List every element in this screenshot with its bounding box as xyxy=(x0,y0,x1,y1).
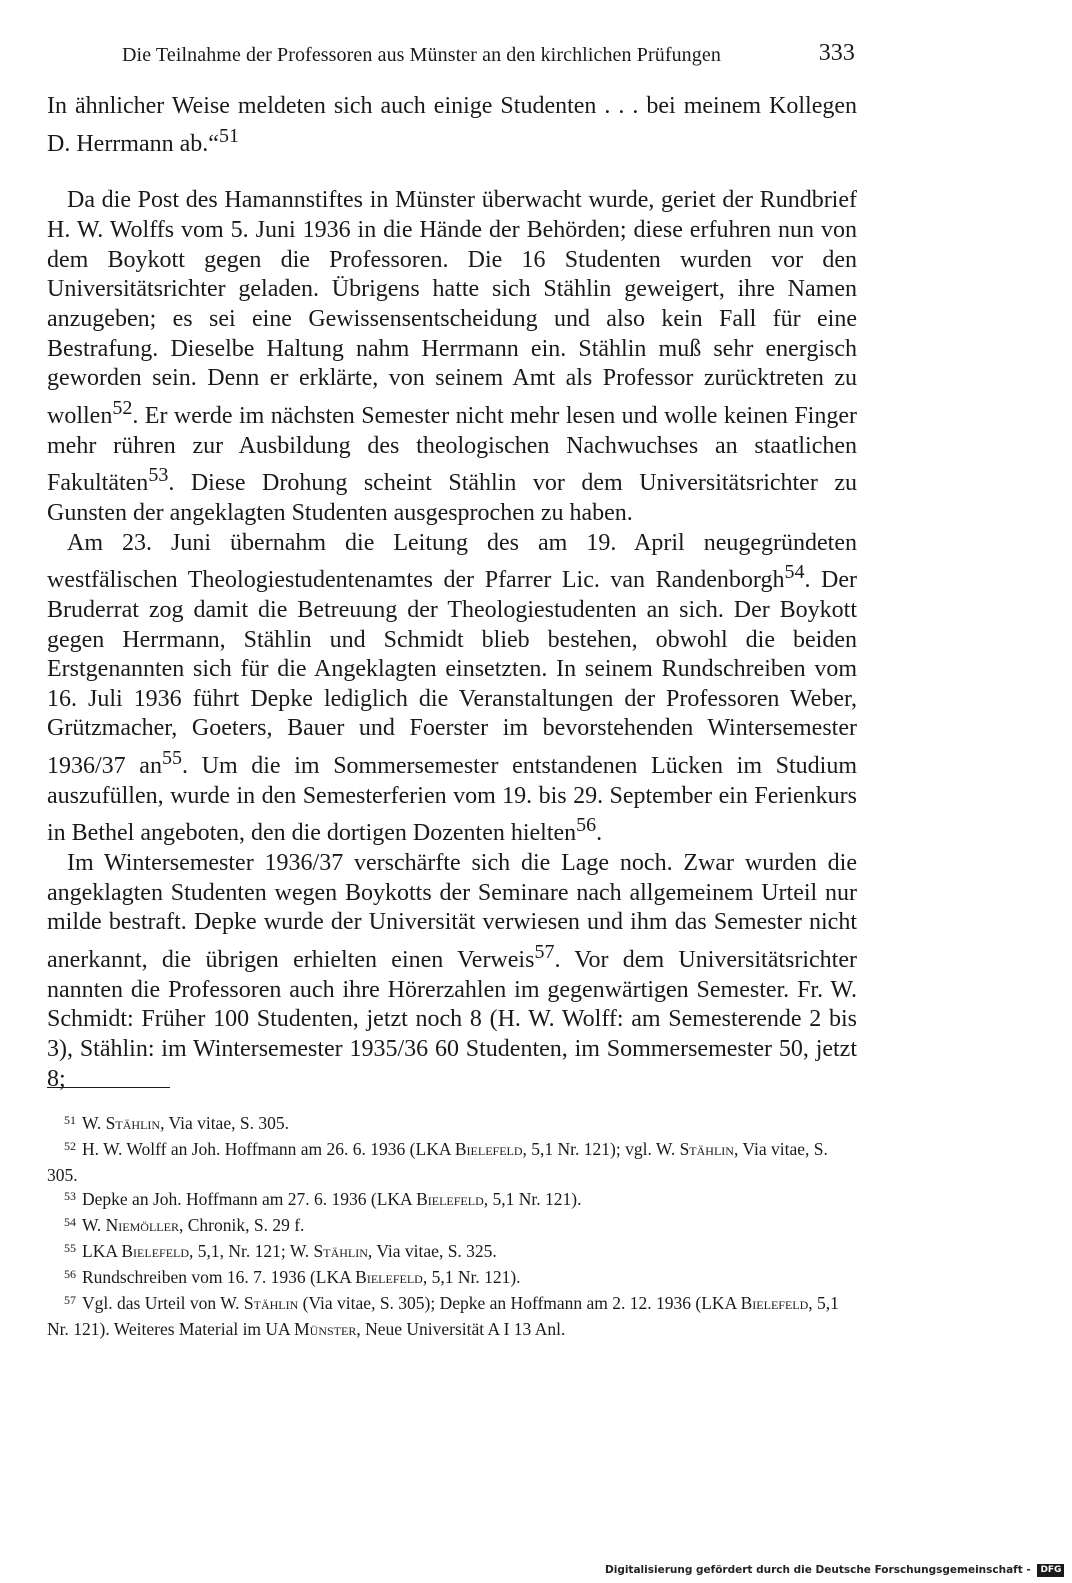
footnote-name: Stählin xyxy=(679,1139,734,1159)
footnote-57 xyxy=(47,1291,857,1341)
note-ref-54: 54 xyxy=(784,561,805,584)
note-ref-52: 52 xyxy=(112,396,133,419)
paragraph-3-seg1: Am 23. Juni übernahm die Leitung des am 19. April neugegründeten westfälischen Theologiestudentenamtes der Pfarrer Lic. van Randenborgh xyxy=(47,529,857,594)
footnote-51 xyxy=(47,1111,857,1137)
footnote-text: , Via vitae, S. 305. xyxy=(160,1113,289,1133)
footnote-text: , Via vitae, S. 325. xyxy=(367,1241,497,1261)
footnote-name: Stählin xyxy=(313,1241,368,1261)
footnote-text: , 5,1 Nr. 121); vgl. W. xyxy=(522,1139,680,1159)
footnote-text: Depke an Joh. Hoffmann am 27. 6. 1936 (LKA xyxy=(82,1189,417,1209)
footnote-name: Niemöller xyxy=(105,1215,179,1235)
note-ref-56: 56 xyxy=(576,814,597,837)
footnote-text: (Via vitae, S. 305); Depke an Hoffmann am 2. 12. 1936 (LKA xyxy=(298,1293,741,1313)
footnote-text: W. xyxy=(82,1215,106,1235)
footnote-text: , 5,1 Nr. 121). xyxy=(422,1267,521,1287)
footnote-text: , Chronik, S. 29 f. xyxy=(178,1215,305,1235)
footnote-text: , 5,1, Nr. 121; W. xyxy=(189,1241,314,1261)
paragraph-2-seg3: . Diese Drohung scheint Stählin vor dem Universitätsrichter zu Gunsten der angeklagten Studenten ausgesprochen zu haben. xyxy=(47,470,857,526)
footnote-number: 54 xyxy=(64,1215,76,1229)
main-text xyxy=(47,92,857,1094)
footnote-text: H. W. Wolff an Joh. Hoffmann am 26. 6. 1936 (LKA xyxy=(82,1139,455,1159)
note-ref-57: 57 xyxy=(534,941,555,964)
footnote-text: LKA xyxy=(82,1241,122,1261)
footnote-rule xyxy=(47,1087,170,1088)
paragraph-4 xyxy=(47,849,857,1094)
running-header xyxy=(122,40,855,72)
paragraph-3-seg3: . Um die im Sommersemester entstandenen Lücken im Studium auszufüllen, wurde in den Semesterferien vom 19. bis 29. September ein Ferienkurs in Bethel angeboten, den die dortigen Dozenten hielten xyxy=(47,753,857,847)
footnote-name: Bielefeld xyxy=(454,1139,523,1159)
footnote-name: Münster xyxy=(294,1319,357,1339)
paragraph-4-seg2: . Vor dem Universitätsrichter nannten die Professoren auch ihre Hörerzahlen im gegenwärtigen Semester. Fr. W. Schmidt: Früher 100 Studenten, jetzt noch 8 (H. W. Wolff: am Semesterende 2 bis 3), Stählin: im Wintersemester 1935/36 60 Studenten, im Sommersemester 50, jetzt 8; xyxy=(47,947,857,1092)
paragraph-1-text: In ähnlicher Weise meldeten sich auch einige Studenten . . . bei meinem Kollegen D. Herrmann ab.“ xyxy=(47,93,857,157)
paragraph-4-seg1: Im Wintersemester 1936/37 verschärfte sich die Lage noch. Zwar wurden die angeklagten Studenten wegen Boykotts der Seminare nach allgemeinem Urteil nur milde bestraft. Depke wurde der Universität verwiesen und ihm das Semester nicht anerkannt, die übrigen erhielten einen Verweis xyxy=(47,850,857,974)
paragraph-2-seg1: Da die Post des Hamannstiftes in Münster überwacht wurde, geriet der Rundbrief H. W. Wolffs vom 5. Juni 1936 in die Hände der Behörden; diese erfuhren nun von dem Boykott gegen die Professoren. Die 16 Studenten wurden vor den Universitätsrichter geladen. Übrigens hatte sich Stählin geweigert, ihre Namen anzugeben; es sei eine Gewissensentscheidung und also kein Fall für eine Bestrafung. Dieselbe Haltung nahm Herrmann ein. Stählin muß sehr energisch geworden sein. Denn er erklärte, von seinem Amt als Professor zurücktreten zu wollen xyxy=(47,187,857,429)
paragraph-3-seg4: . xyxy=(596,820,603,847)
footnote-text: W. xyxy=(82,1113,106,1133)
footnote-name: Bielefeld xyxy=(121,1241,190,1261)
footnotes xyxy=(47,1111,857,1341)
footnote-number: 57 xyxy=(64,1293,76,1307)
footnote-name: Bielefeld xyxy=(416,1189,484,1209)
footnote-54 xyxy=(47,1213,857,1239)
footnote-text: , Neue Universität A I 13 Anl. xyxy=(356,1319,566,1339)
paragraph-2-seg2: . Er werde im nächsten Semester nicht mehr lesen und wolle keinen Finger mehr rühren zur Ausbildung des theologischen Nachwuchses an staatlichen Fakultäten xyxy=(47,402,857,497)
footnote-number: 52 xyxy=(64,1139,76,1153)
running-title: Die Teilnahme der Professoren aus Münster an den kirchlichen Prüfungen xyxy=(122,44,721,66)
note-ref-55: 55 xyxy=(161,747,182,770)
dfg-logo: DFG xyxy=(1037,1564,1064,1577)
footnote-name: Stählin xyxy=(243,1293,299,1313)
footnote-56 xyxy=(47,1265,857,1291)
footnote-number: 53 xyxy=(64,1189,76,1203)
footnote-55 xyxy=(47,1239,857,1265)
footnote-number: 55 xyxy=(64,1241,76,1255)
footnote-text: , 5,1 Nr. 121). xyxy=(483,1189,582,1209)
footnote-name: Bielefeld xyxy=(740,1293,809,1313)
credit-text: Digitalisierung gefördert durch die Deutsche Forschungsgemeinschaft - xyxy=(605,1564,1031,1576)
paragraph-2 xyxy=(47,186,857,528)
footnote-number: 51 xyxy=(64,1113,76,1127)
paragraph-3 xyxy=(47,529,857,850)
footnote-name: Stählin xyxy=(105,1113,161,1133)
footnote-53 xyxy=(47,1187,857,1213)
paragraph-1 xyxy=(47,92,857,159)
paragraph-3-seg2: . Der Bruderrat zog damit die Betreuung der Theologiestudenten an sich. Der Boykott gegen Herrmann, Stählin und Schmidt blieb bestehen, obwohl die beiden Erstgenannten sich für die Angeklagten einsetzten. In seinem Rundschreiben vom 16. Juli 1936 führt Depke lediglich die Veranstaltungen der Professoren Weber, Grützmacher, Goeters, Bauer und Foerster im bevorstehenden Wintersemester 1936/37 an xyxy=(47,567,858,780)
footnote-text: , Via vitae, S. 305. xyxy=(47,1139,828,1185)
page-number: 333 xyxy=(818,40,855,66)
footnote-name: Bielefeld xyxy=(355,1267,423,1287)
footnote-number: 56 xyxy=(64,1267,76,1281)
note-ref-51: 51 xyxy=(218,124,239,147)
footnote-text: Vgl. das Urteil von W. xyxy=(82,1293,244,1313)
footnote-text: Rundschreiben vom 16. 7. 1936 (LKA xyxy=(82,1267,356,1287)
footnote-text: , 5,1 Nr. 121). Weiteres Material im UA xyxy=(47,1293,839,1339)
digitization-credit xyxy=(605,1557,1062,1583)
note-ref-53: 53 xyxy=(148,464,169,487)
footnote-52 xyxy=(47,1137,857,1187)
